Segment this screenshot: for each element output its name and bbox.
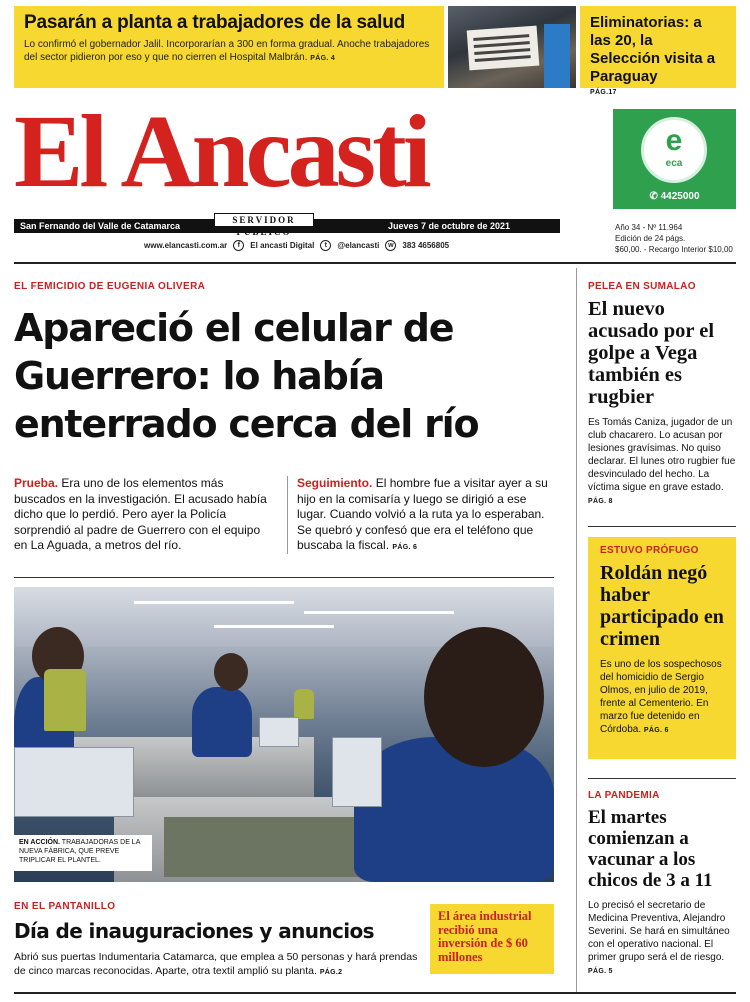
story-col-divider — [287, 476, 288, 554]
twitter-icon: t — [320, 240, 331, 251]
teaser-health-body: Lo confirmó el gobernador Jalil. Incorporarían a 300 en forma gradual. Anoche trabajadores del sector pidieron por eso y que no cierren el Hospital Malbrán. — [24, 39, 430, 63]
photo-sewing-machine — [14, 747, 134, 817]
right-story-roldan-kicker: ESTUVO PRÓFUGO — [600, 545, 699, 556]
masthead-date: Jueves 7 de octubre de 2021 — [388, 221, 511, 231]
main-story-col1-text: Era uno de los elementos más buscados en la investigación. El acusado había dicho que lo perdió. Pero ayer la Policía sorprendió al padre de Guerrero con el equipo en La Aguada, a metros del río. — [14, 476, 267, 552]
teaser-health-text — [24, 38, 434, 65]
photo-spool — [294, 689, 314, 719]
photo-sewing-machine — [259, 717, 299, 747]
bottom-story-text — [14, 950, 424, 980]
teaser-qualifiers-page: PÁG.17 — [590, 89, 617, 96]
main-story-headline[interactable]: Apareció el celular de Guerrero: lo había enterrado cerca del río — [14, 306, 479, 446]
website-link[interactable]: www.elancasti.com.ar — [144, 240, 228, 250]
bottom-rule — [14, 992, 736, 994]
bottom-story-page: PÁG.2 — [319, 969, 343, 976]
bottom-story-kicker: EN EL PANTANILLO — [14, 901, 116, 912]
right-story-vaccine-kicker: LA PANDEMIA — [588, 790, 660, 801]
photo-worker — [192, 687, 252, 757]
teaser-qualifiers[interactable] — [580, 6, 736, 96]
masthead-tagline: SERVIDOR PÚBLICO — [214, 213, 314, 227]
eca-ad-box[interactable] — [613, 109, 736, 209]
edition-pages: Edición de 24 págs. — [615, 234, 686, 243]
main-story-kicker: EL FEMICIDIO DE EUGENIA OLIVERA — [14, 281, 206, 292]
facebook-icon: f — [233, 240, 244, 251]
right-story-rugby-title: El nuevo acusado por el golpe a Vega también es rugbier — [588, 298, 715, 408]
whatsapp-link[interactable]: 383 4656805 — [402, 240, 450, 250]
masthead-divider — [14, 262, 736, 264]
phone-icon: ✆ — [649, 191, 661, 202]
main-story-col2-text: El hombre fue a visitar ayer a su hijo en la comisaría y luego se dirigió a ese lugar. Cuando volvió a la ruta ya lo esperaban. Se quebró y confesó que era el teléfono que buscaba la fiscal. — [297, 476, 548, 552]
right-story-vaccine-title: El martes comienzan a vacunar a los chicos de 3 a 11 — [588, 807, 713, 891]
main-story-col2-lead: Seguimiento. — [297, 476, 373, 490]
photo-spool — [44, 669, 86, 731]
photo-worker — [354, 737, 554, 882]
column-divider — [576, 268, 577, 992]
bottom-story-body: Abrió sus puertas Indumentaria Catamarca, que emplea a 50 personas y hará prendas de cinco marcas reconocidas. Aparte, otra textil amplió su planta. — [14, 951, 418, 977]
teaser-health-title: Pasarán a planta a trabajadores de la salud — [24, 12, 406, 33]
photo-worker-head — [424, 627, 544, 767]
protest-person-shape — [544, 24, 570, 88]
photo-caption-text: TRABAJADORAS DE LA NUEVA FÁBRICA, QUE PREVE TRIPLICAR EL PLANTEL. — [19, 839, 140, 864]
main-story-col1 — [14, 476, 276, 554]
masthead-rule — [14, 215, 560, 237]
right-story-rugby-kicker: PELEA EN SUMALAO — [588, 281, 696, 292]
right-divider — [588, 526, 736, 527]
eca-logo — [641, 117, 707, 183]
teaser-protest-photo — [448, 6, 576, 88]
whatsapp-icon: w — [385, 240, 396, 251]
right-story-rugby[interactable] — [588, 281, 738, 508]
right-story-roldan-text — [600, 658, 724, 737]
main-story-col2 — [297, 476, 559, 556]
newspaper-logo: El Ancasti — [14, 94, 428, 209]
right-story-vaccine[interactable] — [588, 790, 738, 978]
twitter-link[interactable]: @elancasti — [337, 240, 380, 250]
photo-light — [304, 611, 454, 614]
right-story-vaccine-text — [588, 899, 738, 978]
right-story-rugby-text — [588, 416, 738, 508]
bottom-story-headline[interactable]: Día de inauguraciones y anuncios — [14, 919, 374, 943]
eca-phone — [613, 191, 736, 202]
right-story-roldan-page: PÁG. 6 — [643, 727, 669, 734]
right-story-vaccine-page: PÁG. 5 — [588, 968, 613, 975]
right-story-rugby-page: PÁG. 8 — [588, 498, 613, 505]
photo-sewing-machine — [332, 737, 382, 807]
teaser-qualifiers-title: Eliminatorias: a las 20, la Selección visita a Paraguay — [590, 14, 716, 85]
top-teaser-band — [14, 6, 736, 96]
right-story-roldan-title: Roldán negó haber participado en crimen — [600, 562, 724, 650]
masthead-place: San Fernando del Valle de Catamarca — [20, 221, 181, 231]
story-divider — [14, 577, 554, 578]
eca-logo-word: eca — [665, 158, 683, 169]
photo-light — [214, 625, 334, 628]
right-story-roldan-body: Es uno de los sospechosos del homicidio de Sergio Olmos, en julio de 2019, frente al Cementerio. En marzo fue detenido en Córdoba. — [600, 659, 722, 735]
right-divider — [588, 778, 736, 779]
photo-caption — [14, 835, 152, 871]
right-story-roldan[interactable] — [588, 537, 736, 759]
edition-info — [615, 222, 740, 255]
edition-price: $60,00. - Recargo Interior $10,00 — [615, 245, 733, 254]
photo-light — [134, 601, 294, 604]
photo-caption-lead: EN ACCIÓN. — [19, 839, 60, 846]
eca-phone-number: 4425000 — [660, 191, 700, 202]
right-story-rugby-body: Es Tomás Caniza, jugador de un club chacarero. Lo acusan por lesiones gravísimas. No quiso declarar. El lunes otro rugbier fue desvinculado del hecho. La víctima sigue en grave estado. — [588, 417, 736, 493]
main-story-col1-lead: Prueba. — [14, 476, 59, 490]
masthead-links — [144, 238, 564, 252]
facebook-link[interactable]: El ancasti Digital — [250, 240, 315, 250]
teaser-health-workers[interactable] — [14, 6, 444, 88]
eca-logo-letter: e — [665, 124, 683, 157]
photo-worker-head — [214, 653, 248, 691]
right-story-vaccine-body: Lo precisó el secretario de Medicina Preventiva, Alejandro Severini. Se hará en simultáneo con el operativo nacional. El primer grupo será el de riesgo. — [588, 900, 730, 963]
edition-number: Año 34 - Nº 11.964 — [615, 223, 683, 232]
main-story-col2-page: PÁG. 6 — [392, 544, 418, 551]
investment-callout: El área industrial recibió una inversión de $ 60 millones — [430, 904, 554, 974]
protest-sign-shape — [467, 26, 540, 71]
teaser-health-page: PÁG. 4 — [310, 55, 336, 62]
